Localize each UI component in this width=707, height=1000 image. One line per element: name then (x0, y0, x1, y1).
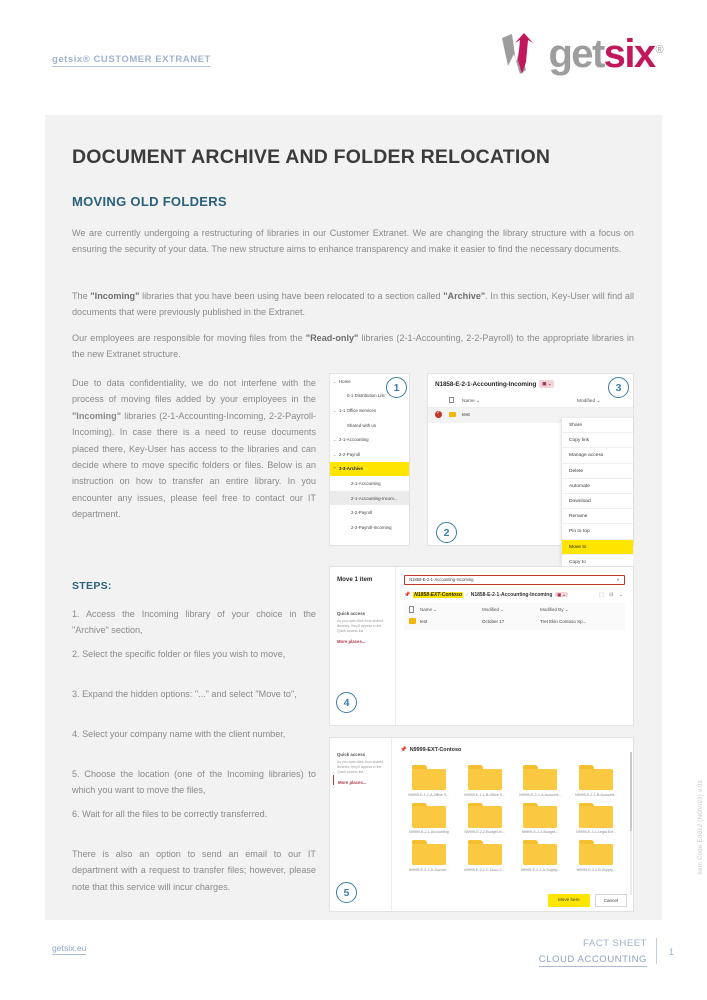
screenshot-move-dialog (329, 566, 634, 726)
folder-cell-10[interactable] (514, 834, 568, 872)
sidebar-item-label: Home (339, 378, 351, 384)
folder-label: N9999-E-2-1-D-Docum... (408, 867, 449, 872)
chevron-icon[interactable]: ⌄ (333, 378, 337, 384)
folder-label: N9999-E-1-1-B-Office S... (464, 792, 506, 797)
column-header-name[interactable]: Name ⌄ (462, 398, 481, 404)
brand-line: getsix® CUSTOMER EXTRANET (52, 54, 211, 65)
folder-label: N9999-E-2-1-B-Accounti... (575, 792, 618, 797)
p3-part-c: libraries (2-1-Accounting, 2-2-Payroll) to the appropriate libraries in the new Extranet structure. (72, 333, 634, 359)
screenshot-library-context-menu (427, 373, 634, 565)
sidebar-item-label: 2-2-Payroll-Incoming (351, 524, 392, 530)
folder-icon (523, 840, 557, 865)
footer-fact-sheet: FACT SHEET (583, 938, 647, 949)
sidebar-item-8[interactable] (330, 491, 409, 506)
row-checkbox[interactable] (435, 411, 449, 420)
folder-label: N9999-E-3-1-Legal-Ext... (576, 830, 617, 834)
sidebar-item-label: 3-3-Archive (339, 466, 363, 472)
folder-icon (468, 803, 502, 828)
step-2: 2. Select the specific folder or files you wish to move, (72, 649, 286, 659)
folder-cell-7[interactable] (569, 797, 623, 835)
context-menu-item-3[interactable]: Delete (562, 464, 633, 479)
move-row-modified-by: Tret Ekin Contoso Sp... (540, 619, 587, 624)
p3-bold-readonly: "Read-only" (305, 333, 359, 343)
row-name: test (462, 413, 470, 418)
footer-divider (656, 938, 657, 964)
breadcrumb-separator: › (466, 591, 468, 598)
move-breadcrumb (404, 592, 625, 598)
callout-1: 1 (386, 377, 407, 398)
more-places-link[interactable]: More places... (337, 639, 366, 644)
folder-cell-11[interactable] (569, 834, 623, 872)
quick-access-description: As you open files from shared libraries, they'll appear in the Quick access list. (337, 619, 384, 633)
page-number: 1 (668, 947, 674, 957)
move-row-modified: October 17 (482, 619, 505, 624)
library-title-row (428, 374, 633, 388)
folder-icon (579, 803, 613, 828)
folder-cell-6[interactable] (514, 797, 568, 835)
move-list-row[interactable] (404, 616, 625, 628)
sidebar-item-label: Shared with us (347, 422, 377, 428)
sidebar-item-4[interactable] (330, 432, 409, 447)
folder-grid-container (392, 753, 633, 872)
chevron-icon[interactable]: ⌄ (333, 451, 337, 457)
folder-icon (523, 803, 557, 828)
p2-part-a: The (72, 291, 91, 301)
folder-label: N9999-E-2-2-A-Supply... (520, 867, 560, 872)
footer-site-link[interactable]: getsix.eu (52, 943, 87, 953)
grid-more-places-link[interactable]: More places... (333, 775, 391, 785)
folder-cell-9[interactable] (458, 834, 512, 872)
context-menu-item-5[interactable]: Download (562, 494, 633, 509)
folder-label: N9999-E-2-2-Budget-... (521, 830, 560, 834)
p4-part-a: Due to data confidentiality, we do not interfene with the process of moving files added by your employees in the (72, 378, 316, 405)
sidebar-item-label: 2-1-Accounting (351, 480, 381, 486)
grid-header (392, 738, 633, 753)
folder-cell-1[interactable] (458, 759, 512, 797)
folder-cell-5[interactable] (458, 797, 512, 835)
context-menu-item-4[interactable]: Automate (562, 479, 633, 494)
sidebar-nav-list (330, 374, 409, 535)
footer-right (539, 938, 647, 967)
getsix-logo (500, 30, 662, 78)
sidebar-item-5[interactable] (330, 447, 409, 462)
move-column-name[interactable]: Name ⌄ (420, 607, 438, 612)
page-header (0, 0, 707, 115)
p2-bold-archive: "Archive" (443, 291, 486, 301)
folder-icon (412, 840, 446, 865)
steps-note-email: There is also an option to send an email to our IT department with a request to transfer files; however, please note that this service will incur charges. (72, 849, 316, 892)
sidebar-item-6[interactable] (330, 462, 409, 477)
step-4: 4. Select your company name with the client number, (72, 729, 286, 739)
sidebar-item-label: 1-1 Office Services (339, 407, 377, 413)
page-title: DOCUMENT ARCHIVE AND FOLDER RELOCATION (72, 146, 551, 168)
folder-icon (468, 765, 502, 790)
move-dialog-right-pane (396, 567, 633, 725)
logo-registered-mark: ® (655, 43, 662, 56)
context-menu-item-9[interactable]: Copy to (562, 555, 633, 570)
folder-cell-3[interactable] (569, 759, 623, 797)
folder-cell-0[interactable] (402, 759, 456, 797)
screenshot-folder-grid (329, 737, 634, 912)
step-6: 6. Wait for all the files to be correctly transferred. (72, 809, 268, 819)
move-search-field[interactable] (404, 575, 625, 585)
step-3: 3. Expand the hidden options: "..." and select "Move to", (72, 689, 297, 699)
pin-icon: 📌 (404, 591, 411, 598)
folder-label: N9999-E-2-1-A-Accounti... (519, 792, 562, 797)
step-1: 1. Access the Incoming library of your choice in the "Archive" section, (72, 609, 316, 636)
step-5: 5. Choose the location (one of the Incoming libraries) to which you want to move the files, (72, 769, 316, 796)
callout-5: 5 (336, 882, 357, 903)
folder-label: N9999-E-2-2-B-Supply... (576, 867, 616, 872)
file-type-icon (449, 397, 462, 406)
context-menu-item-6[interactable]: Rename (562, 509, 633, 524)
paragraph-intro: We are currently undergoing a restructuring of libraries in our Customer Extranet. We are changing the library structure with a focus on ensuring the security of your data. The new structure aims to enhance transparency and make it easier to find the necessary documents. (72, 228, 634, 254)
move-file-list (404, 603, 625, 630)
logo-text-get: get (548, 32, 604, 76)
footer-cloud-accounting[interactable]: CLOUD ACCOUNTING (538, 954, 647, 965)
move-row-name: test (420, 619, 428, 624)
sidebar-item-label: 2-2-Payroll (339, 451, 361, 457)
move-column-modified-by[interactable]: Modified By ⌄ (540, 607, 569, 612)
quick-access-label: Quick access (337, 611, 366, 616)
context-menu-item-8[interactable]: Move to (562, 540, 633, 555)
folder-label: N9999-E-2-1-C-Docu-C... (464, 867, 505, 872)
grid-footer-buttons (548, 894, 627, 907)
context-menu-item-7[interactable]: Pin to top (562, 524, 633, 539)
folder-cell-2[interactable] (514, 759, 568, 797)
grid-quick-access-label: Quick access (337, 752, 366, 757)
folder-icon (412, 803, 446, 828)
callout-4: 4 (336, 692, 357, 713)
paragraph-confidentiality (72, 375, 316, 523)
callout-2: 2 (436, 522, 457, 543)
context-menu-item-1[interactable]: Copy link (562, 433, 633, 448)
item-code: Item Code E0012 (NOV/23) v.01 (697, 780, 704, 875)
chevron-icon[interactable]: ⌄ (333, 407, 337, 413)
breadcrumb-root[interactable]: N1858-EXT-Contoso (414, 591, 463, 598)
move-column-modified[interactable]: Modified ⌄ (482, 607, 505, 612)
folder-icon (579, 840, 613, 865)
p2-part-c: libraries that you have been using have been relocated to a section called (139, 291, 444, 301)
context-menu (561, 418, 633, 570)
chevron-icon[interactable]: ⌃ (333, 466, 337, 472)
move-row-folder-icon (409, 618, 420, 625)
p3-part-a: Our employees are responsible for moving files from the (72, 333, 306, 343)
p2-part-d: . In this section, Key-User will find all documents that were previously published in the Extranet. (72, 291, 634, 317)
folder-cell-8[interactable] (402, 834, 456, 872)
logo-text-six: six (603, 32, 655, 76)
view-options-icon[interactable]: ⬚ ⊟ ⌄ (599, 591, 625, 598)
move-dialog-title: Move 1 item (337, 576, 373, 583)
list-icon-column (409, 606, 420, 614)
grid-right-pane (392, 738, 633, 911)
sidebar-item-label: 2-2-Payroll (351, 510, 373, 516)
getsix-arrow-mark (500, 32, 546, 76)
library-title: N1858-E-2-1-Accounting-Incoming (435, 381, 537, 388)
p2-bold-incoming: "Incoming" (90, 291, 140, 301)
folder-icon (449, 412, 462, 420)
folder-label: N9999-E-2-1-Accounting (409, 830, 449, 834)
grid-pin-icon: 📌 (400, 747, 407, 753)
grid-quick-access-description: As you open files from shared libraries, they'll appear in the Quick access list. (337, 760, 384, 774)
breadcrumb-badge-icon: ▣ ⌄ (557, 592, 567, 597)
sidebar-item-label: 0-1 Distribution List (347, 393, 385, 399)
screenshot-sidebar-navigation (329, 373, 410, 546)
folder-label: N9999-E-1-1-A-Office S... (408, 792, 450, 797)
breadcrumb-current[interactable]: N1858-E-2-1-Accounting-Incoming (470, 591, 553, 598)
sidebar-item-3[interactable] (330, 418, 409, 433)
getsix-wordmark (548, 34, 662, 74)
sidebar-item-2[interactable] (330, 403, 409, 418)
section-subtitle: MOVING OLD FOLDERS (72, 194, 227, 209)
paragraph-readonly (72, 330, 634, 362)
callout-3: 3 (608, 377, 629, 398)
steps-heading: STEPS: (72, 580, 112, 592)
sidebar-item-7[interactable] (330, 476, 409, 491)
clear-search-icon[interactable]: ✕ (616, 577, 620, 583)
folder-cell-4[interactable] (402, 797, 456, 835)
sidebar-item-label: 2-1-Accounting (339, 437, 369, 443)
sidebar-item-label: 2-1-Accounting-Incom... (351, 495, 398, 501)
sidebar-item-10[interactable] (330, 520, 409, 535)
library-column-headers (428, 395, 633, 408)
context-menu-item-2[interactable]: Manage access (562, 448, 633, 463)
library-badge-icon: ▣ ⌄ (539, 380, 554, 388)
paragraph-incoming-archive (72, 288, 634, 320)
cancel-button[interactable]: Cancel (595, 894, 627, 907)
chevron-icon[interactable]: ⌄ (333, 437, 337, 443)
column-header-modified[interactable]: Modified ⌄ (577, 398, 601, 404)
context-menu-item-0[interactable]: Share (562, 418, 633, 433)
grid-header-title: N9999-EXT-Contoso (409, 747, 462, 753)
move-search-value: N1858-E-2-1-Accounting-Incoming (409, 577, 474, 583)
folder-label: N9999-E-2-2-Budget-In... (464, 830, 505, 834)
folder-icon (579, 765, 613, 790)
sidebar-item-9[interactable] (330, 505, 409, 520)
move-here-button[interactable]: Move here (548, 894, 590, 907)
p4-bold-incoming: "Incoming" (72, 410, 122, 421)
move-list-headers (404, 605, 625, 616)
folder-icon (468, 840, 502, 865)
folder-icon (412, 765, 446, 790)
folder-icon (523, 765, 557, 790)
grid-scrollbar[interactable] (630, 752, 632, 895)
p4-part-c: libraries (2-1-Accounting-Incoming, 2-2-Payroll-Incoming). In case there is a need to reuse documents placed there, Key-User has access to the libraries and can decide where to move specific folders or files. Below is an instruction on how to transfer an entire library. In you encounter any issues, please feel free to contact our IT department. (72, 410, 316, 520)
